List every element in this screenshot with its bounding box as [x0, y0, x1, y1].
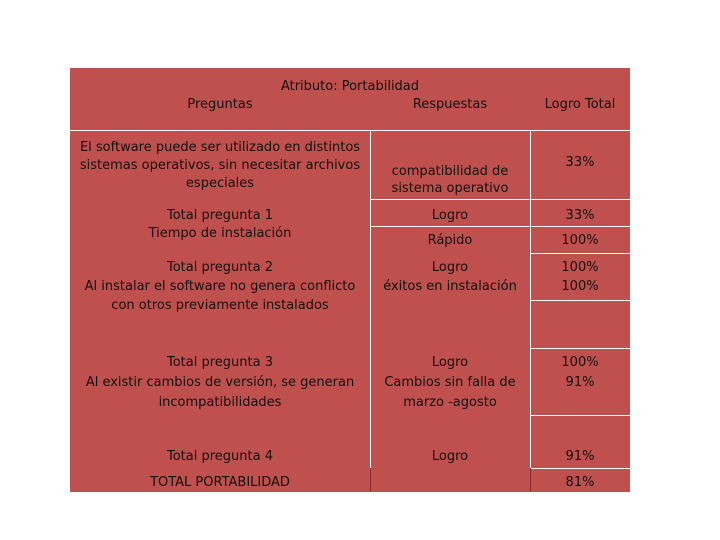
total-value: 81%	[565, 475, 595, 490]
logro-4b: 91%	[565, 375, 595, 390]
table-title: Atributo: Portabilidad	[280, 79, 420, 94]
col-divider-dark-1	[370, 468, 371, 492]
header-preguntas: Preguntas	[187, 97, 253, 112]
header-respuestas: Respuestas	[412, 97, 488, 112]
answer-5-line-1: Logro	[431, 449, 469, 464]
logro-2b: 100%	[561, 233, 599, 248]
header-divider	[70, 130, 630, 131]
answer-2-line-2: Rápido	[427, 233, 473, 248]
logro-1: 33%	[565, 155, 595, 170]
answer-4-line-2: Cambios sin falla de	[384, 375, 516, 390]
header-logro-total: Logro Total	[544, 97, 616, 112]
row-divider-3	[530, 253, 630, 254]
logro-2a: 33%	[565, 208, 595, 223]
row-divider-5	[530, 348, 630, 349]
question-4-line-1: Total pregunta 3	[167, 355, 273, 370]
question-1-line-3: especiales	[185, 176, 255, 191]
answer-4-line-3: marzo -agosto	[403, 395, 497, 410]
total-label: TOTAL PORTABILIDAD	[150, 475, 290, 490]
question-3-line-2: Al instalar el software no genera conflicto	[84, 279, 356, 294]
answer-2-line-1: Logro	[431, 208, 469, 223]
question-1-line-2: sistemas operativos, sin necesitar archivos	[79, 158, 361, 173]
answer-3-line-1: Logro	[431, 260, 469, 275]
row-divider-2	[370, 226, 630, 227]
logro-5: 91%	[565, 449, 595, 464]
question-3-line-1: Total pregunta 2	[167, 260, 273, 275]
question-5-line-1: Total pregunta 4	[167, 449, 273, 464]
col-divider-2	[530, 130, 531, 492]
question-3-line-3: con otros previamente instalados	[111, 298, 329, 313]
question-4-line-2: Al existir cambios de versión, se generan	[85, 375, 355, 390]
logro-4a: 100%	[561, 355, 599, 370]
row-divider-4	[530, 300, 630, 301]
question-2-line-1: Total pregunta 1	[167, 208, 273, 223]
logro-3a: 100%	[561, 260, 599, 275]
portability-table	[70, 68, 630, 492]
answer-3-line-2: éxitos en instalación	[383, 279, 517, 294]
row-divider-1	[370, 199, 630, 200]
answer-4-line-1: Logro	[431, 355, 469, 370]
row-divider-7	[530, 468, 630, 469]
question-4-line-3: incompatibilidades	[158, 395, 282, 410]
logro-3b: 100%	[561, 279, 599, 294]
answer-1-line-2: sistema operativo	[391, 181, 509, 196]
question-2-line-2: Tiempo de instalación	[148, 226, 292, 241]
question-1-line-1: El software puede ser utilizado en distintos	[79, 140, 361, 155]
row-divider-6	[530, 415, 630, 416]
answer-1-line-1: compatibilidad de	[391, 164, 509, 179]
